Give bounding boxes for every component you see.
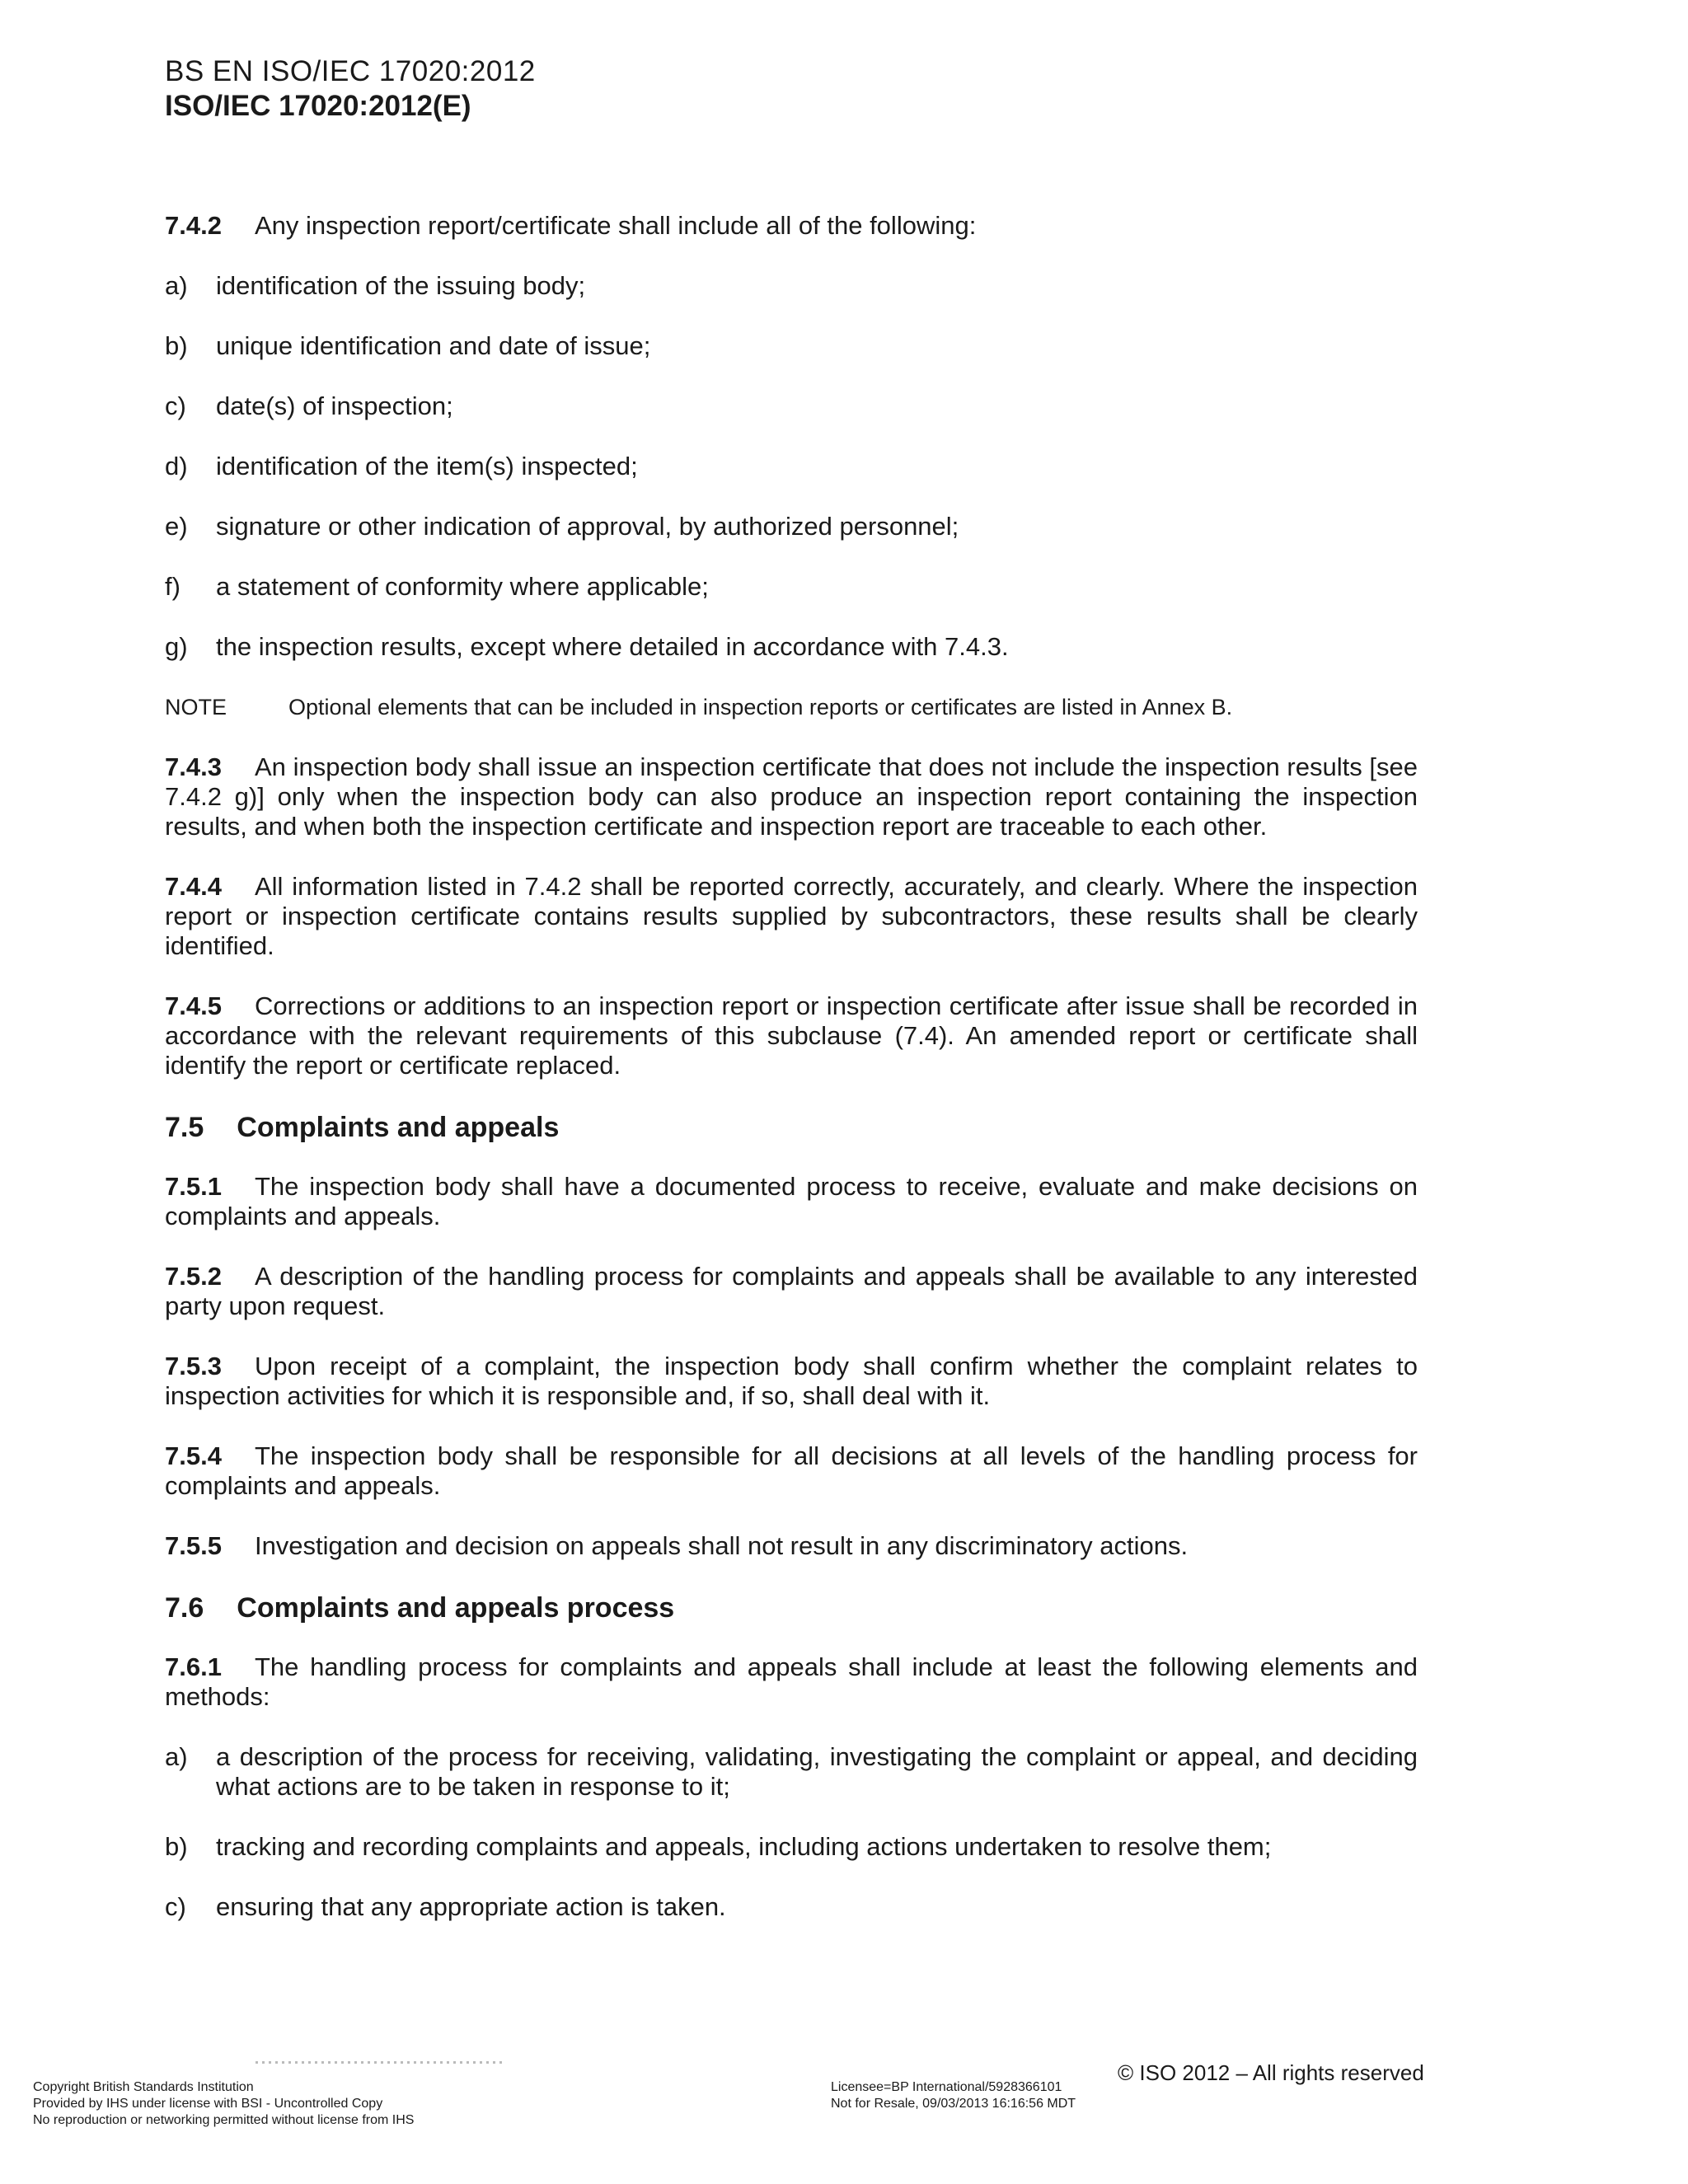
clause-number: 7.4.5 (165, 991, 222, 1020)
clause-7-5-2 (165, 1262, 1418, 1321)
footer-line: Provided by IHS under license with BSI - Uncontrolled Copy (33, 2097, 383, 2111)
footer-line: No reproduction or networking permitted without license from IHS (33, 2113, 415, 2127)
list-item (165, 452, 1418, 481)
section-title: Complaints and appeals process (237, 1592, 675, 1624)
list-item-text: tracking and recording complaints and appeals, including actions undertaken to resolve them; (216, 1832, 1272, 1861)
clause-number: 7.5.4 (165, 1441, 222, 1470)
clause-7-5-3 (165, 1352, 1418, 1411)
footer-dotted-rule (256, 2061, 503, 2064)
clause-number: 7.5.3 (165, 1352, 222, 1380)
list-item (165, 1742, 1418, 1802)
clause-7-5-5 (165, 1531, 1418, 1561)
clause-7-4-4 (165, 872, 1418, 961)
clause-text: The inspection body shall have a documented process to receive, evaluate and make decisions on complaints and appeals. (165, 1172, 1418, 1230)
clause-text: A description of the handling process for complaints and appeals shall be available to any interested party upon request. (165, 1262, 1418, 1320)
clause-text: Upon receipt of a complaint, the inspection body shall confirm whether the complaint relates to inspection activities for which it is responsible and, if so, shall deal with it. (165, 1352, 1418, 1410)
list-item-label: c) (165, 1892, 186, 1921)
clause-number: 7.4.3 (165, 752, 222, 781)
list-item (165, 391, 1418, 421)
list-item-text: date(s) of inspection; (216, 391, 453, 420)
clause-text: An inspection body shall issue an inspection certificate that does not include the inspection results [see 7.4.2 g)] only when the inspection body can also produce an inspection report containing the inspection results, and when both the inspection certificate and inspection report are traceable to each other. (165, 752, 1418, 841)
list-item-label: b) (165, 331, 188, 360)
section-heading-7-6 (165, 1591, 1418, 1624)
note (165, 692, 1418, 722)
clause-7-6-1 (165, 1652, 1418, 1712)
list-item-text: identification of the item(s) inspected; (216, 452, 638, 480)
list-item-label: c) (165, 391, 186, 420)
note-label: NOTE (165, 695, 227, 719)
section-heading-7-5 (165, 1111, 1418, 1144)
list-item (165, 632, 1418, 662)
clause-number: 7.5.1 (165, 1172, 222, 1201)
list-item-label: e) (165, 512, 188, 541)
section-number: 7.6 (165, 1592, 204, 1624)
list-item-label: a) (165, 271, 188, 300)
list-item (165, 1832, 1418, 1862)
list-item-label: d) (165, 452, 188, 480)
clause-text: The handling process for complaints and appeals shall include at least the following elements and methods: (165, 1652, 1418, 1711)
footer-left-block (33, 2079, 414, 2129)
list-item (165, 512, 1418, 541)
list-item-text: identification of the issuing body; (216, 271, 586, 300)
clause-text: Corrections or additions to an inspection report or inspection certificate after issue shall be recorded in accordance with the relevant requirements of this subclause (7.4). An amended report or certificate shall identify the report or certificate replaced. (165, 991, 1418, 1080)
list-item-label: f) (165, 572, 181, 601)
footer-line: Licensee=BP International/5928366101 (831, 2080, 1062, 2094)
footer-line: Not for Resale, 09/03/2013 16:16:56 MDT (831, 2097, 1076, 2111)
section-title: Complaints and appeals (237, 1112, 560, 1143)
list-item-text: ensuring that any appropriate action is taken. (216, 1892, 726, 1921)
clause-text: All information listed in 7.4.2 shall be reported correctly, accurately, and clearly. Where the inspection report or inspection certificate contains results supplied by subcontractors, these results shall be clearly identified. (165, 872, 1418, 960)
list-item (165, 572, 1418, 602)
clause-number: 7.5.5 (165, 1531, 222, 1560)
list-item-text: a description of the process for receiving, validating, investigating the complaint or appeal, and deciding what actions are to be taken in response to it; (216, 1742, 1418, 1801)
clause-7-5-4 (165, 1441, 1418, 1501)
list-item (165, 1892, 1418, 1922)
list-item-text: the inspection results, except where detailed in accordance with 7.4.3. (216, 632, 1009, 661)
footer-line: Copyright British Standards Institution (33, 2080, 254, 2094)
list-item-text: a statement of conformity where applicable; (216, 572, 709, 601)
list-item (165, 271, 1418, 301)
document-body (165, 211, 1418, 1952)
clause-number: 7.4.2 (165, 211, 222, 240)
clause-number: 7.6.1 (165, 1652, 222, 1681)
section-number: 7.5 (165, 1112, 204, 1143)
copyright-notice: © ISO 2012 – All rights reserved (1118, 2060, 1424, 2085)
list-item-label: b) (165, 1832, 188, 1861)
list-item-text: unique identification and date of issue; (216, 331, 651, 360)
list-item-label: a) (165, 1742, 188, 1771)
list-item (165, 331, 1418, 361)
header-standard-iso: ISO/IEC 17020:2012(E) (165, 90, 471, 122)
list-item-text: signature or other indication of approval, by authorized personnel; (216, 512, 959, 541)
footer-right-block (831, 2079, 1076, 2112)
header-standard-bs-en: BS EN ISO/IEC 17020:2012 (165, 55, 536, 87)
clause-7-4-3 (165, 752, 1418, 841)
note-text: Optional elements that can be included in inspection reports or certificates are listed in Annex B. (288, 695, 1233, 719)
clause-text: The inspection body shall be responsible for all decisions at all levels of the handling process for complaints and appeals. (165, 1441, 1418, 1500)
clause-number: 7.5.2 (165, 1262, 222, 1291)
clause-7-4-5 (165, 991, 1418, 1080)
clause-text: Any inspection report/certificate shall include all of the following: (254, 211, 977, 240)
clause-7-5-1 (165, 1172, 1418, 1231)
clause-text: Investigation and decision on appeals shall not result in any discriminatory actions. (254, 1531, 1189, 1560)
list-item-label: g) (165, 632, 188, 661)
clause-number: 7.4.4 (165, 872, 222, 901)
clause-7-4-2 (165, 211, 1418, 241)
